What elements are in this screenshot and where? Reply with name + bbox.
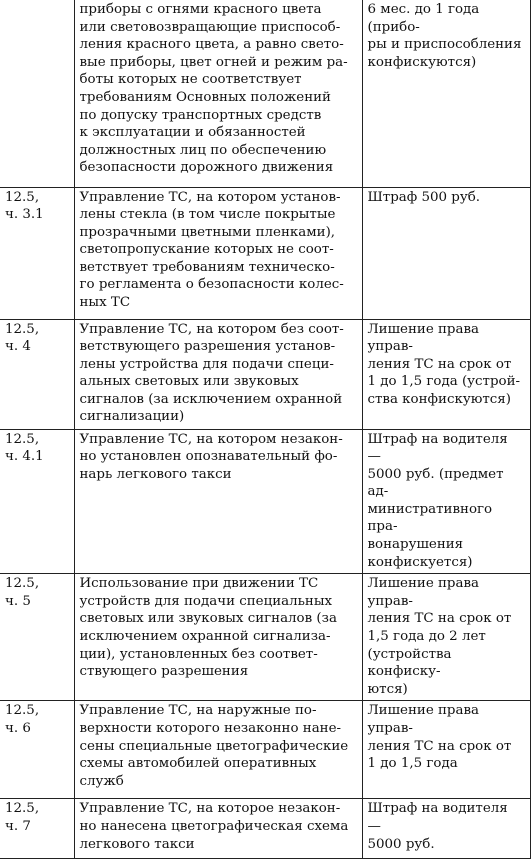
description-cell: приборы с огнями красного цвета или световозвращающие приспособ- ления красного цвета, а равно свето- вые приборы, цвет огней и режим ра- боты которых не соответствует требованиям Основных положений по допуску транспортных средств к эксплуатации и обязанностей должностных лиц по обеспечению безопасности дорожного движения [74,0,362,187]
penalty-cell: Штраф 500 руб. [362,187,530,319]
table-row [0,0,530,187]
penalty-cell: Лишение права управ- ления ТС на срок от 1 до 1,5 года [362,701,530,799]
description-cell: Управление ТС, на котором без соот- ветствующего разрешения установ- лены устройства для подачи специ- альных световых или звуковых сигналов (за исключением охранной сигнализации) [74,319,362,429]
description-cell: Управление ТС, на которое незакон- но нанесена цветографическая схема легкового такси [74,799,362,859]
article-cell: 12.5, ч. 5 [0,574,74,701]
description-cell: Управление ТС, на котором незакон- но установлен опознавательный фо- нарь легкового такси [74,429,362,574]
penalty-cell: 6 мес. до 1 года (прибо- ры и приспособления конфискуются) [362,0,530,187]
description-cell: Управление ТС, на наружные по- верхности которого незаконно нане- сены специальные цветографические схемы автомобилей оперативных служб [74,701,362,799]
table-row [0,429,530,574]
penalty-cell: Лишение права управ- ления ТС на срок от 1,5 года до 2 лет (устройства конфиску- ются) [362,574,530,701]
article-cell: 12.5, ч. 7 [0,799,74,859]
description-cell: Управление ТС, на котором установ- лены стекла (в том числе покрытые прозрачными цветными пленками), светопропускание которых не соот- ветствует требованиям техническо- го регламента о безопасности колес- ных ТС [74,187,362,319]
penalty-cell: Лишение права управ- ления ТС на срок от 1 до 1,5 года (устрой- ства конфискуются) [362,319,530,429]
table-row [0,574,530,701]
table-row [0,319,530,429]
table-row [0,799,530,859]
penalty-cell: Штраф на водителя — 5000 руб. [362,799,530,859]
article-cell: 12.5, ч. 3.1 [0,187,74,319]
description-cell: Использование при движении ТС устройств для подачи специальных световых или звуковых сигналов (за исключением охранной сигнализа- ции), установленных без соответ- ствующего разрешения [74,574,362,701]
table-row [0,701,530,799]
table-row [0,187,530,319]
penalty-cell: Штраф на водителя — 5000 руб. (предмет ад- министративного пра- вонарушения конфискуется) [362,429,530,574]
article-cell [0,0,74,187]
article-cell: 12.5, ч. 4 [0,319,74,429]
article-cell: 12.5, ч. 4.1 [0,429,74,574]
article-cell: 12.5, ч. 6 [0,701,74,799]
